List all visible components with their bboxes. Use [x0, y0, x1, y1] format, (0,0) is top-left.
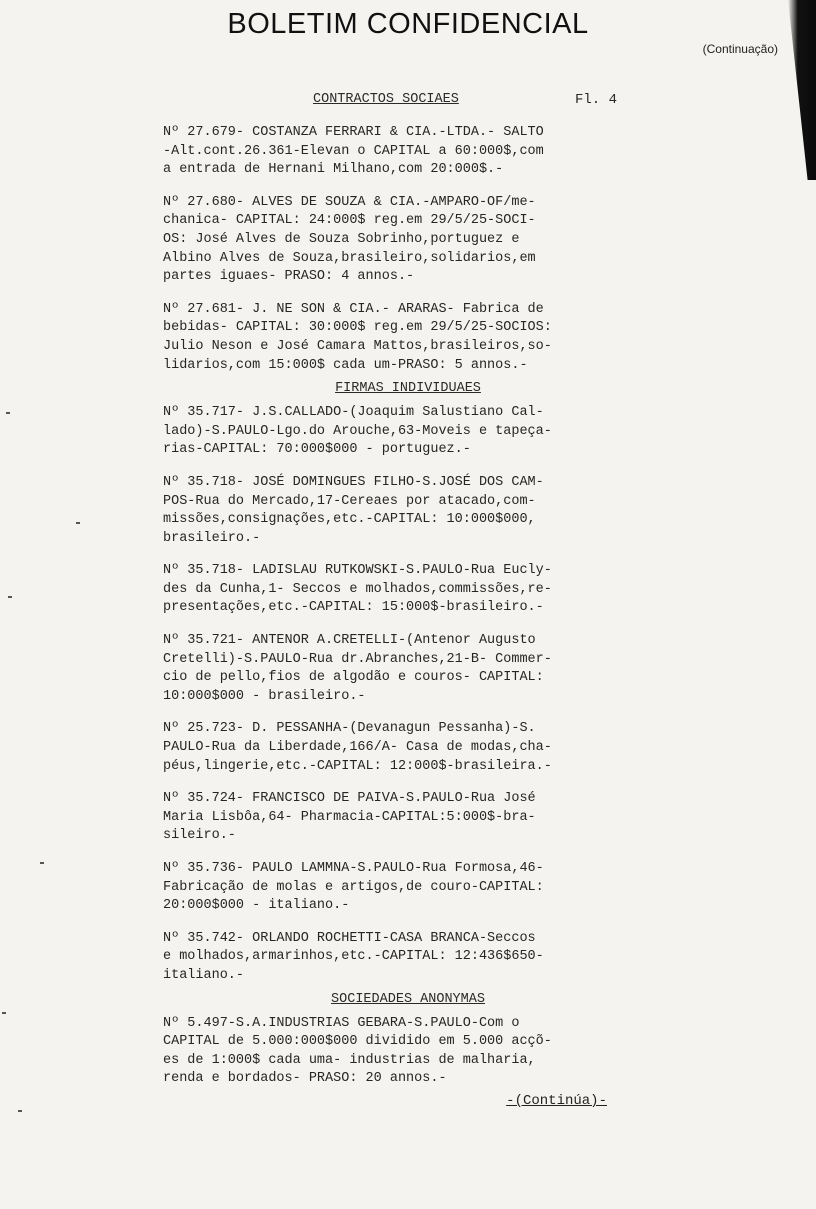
- continues-marker: [163, 1093, 653, 1109]
- contracts-heading-row: [163, 92, 653, 118]
- registry-entry: Nº 27.680- ALVES DE SOUZA & CIA.-AMPARO-OF/me- chanica- CAPITAL: 24:000$ reg.em 29/5/25-SOCI- OS: José Alves de Souza Sobrinho,portuguez e Albino Alves de Souza,brasileiro,solidarios,em partes iguaes- PRASO: 4 annos.-: [163, 194, 536, 285]
- scan-speck: [6, 412, 10, 414]
- registry-entry: Nº 35.721- ANTENOR A.CRETELLI-(Antenor Augusto Cretelli)-S.PAULO-Rua dr.Abranches,21-B- Commer- cio de pello,fios de algodão e couros- CAPITAL: 10:000$000 - brasileiro.-: [163, 633, 552, 704]
- page-number: Fl. 4: [575, 92, 618, 108]
- scan-speck: [2, 1012, 6, 1014]
- registry-entry: Nº 35.718- JOSÉ DOMINGUES FILHO-S.JOSÉ DOS CAM- POS-Rua do Mercado,17-Cereaes por atacado,com- missões,consignações,etc.-CAPITAL: 10:000$000, brasileiro.-: [163, 474, 544, 546]
- scan-speck: [76, 522, 80, 524]
- registry-entry: Nº 35.717- J.S.CALLADO-(Joaquim Salustiano Cal- lado)-S.PAULO-Lgo.do Arouche,63-Moveis e tapeça- rias-CAPITAL: 70:000$000 - portuguez.-: [163, 405, 552, 458]
- continuation-label: (Continuação): [702, 42, 778, 56]
- registry-entry: Nº 27.679- COSTANZA FERRARI & CIA.-LTDA.- SALTO -Alt.cont.26.361-Elevan o CAPITAL a 60:000$,com a entrada de Hernani Milhano,com 20:000$.-: [163, 125, 544, 178]
- document-body: [163, 92, 653, 1109]
- registry-entry: Nº 35.736- PAULO LAMMNA-S.PAULO-Rua Formosa,46- Fabricação de molas e artigos,de couro-CAPITAL: 20:000$000 - italiano.-: [163, 861, 544, 914]
- bulletin-title: BOLETIM CONFIDENCIAL: [227, 8, 589, 40]
- registry-entry: Nº 35.742- ORLANDO ROCHETTI-CASA BRANCA-Seccos e molhados,armarinhos,etc.-CAPITAL: 12:436$650- italiano.-: [163, 930, 544, 983]
- scan-speck: [8, 596, 12, 598]
- registry-entry: Nº 25.723- D. PESSANHA-(Devanagun Pessanha)-S. PAULO-Rua da Liberdade,166/A- Casa de modas,cha- péus,lingerie,etc.-CAPITAL: 12:000$-brasileira.-: [163, 721, 552, 774]
- continues-text: -(Continúa)-: [506, 1092, 607, 1109]
- scan-speck: [18, 1110, 22, 1112]
- registry-entry: Nº 35.718- LADISLAU RUTKOWSKI-S.PAULO-Rua Eucly- des da Cunha,1- Seccos e molhados,commissões,re- presentações,etc.-CAPITAL: 15:000$-brasileiro.-: [163, 563, 552, 616]
- scan-speck: [40, 862, 44, 864]
- section-heading-firmas: FIRMAS INDIVIDUAES: [335, 381, 481, 397]
- registry-entry: Nº 5.497-S.A.INDUSTRIAS GEBARA-S.PAULO-Com o CAPITAL de 5.000:000$000 dividido em 5.000 acçõ- es de 1:000$ cada uma- industrias de malharia, renda e bordados- PRASO: 20 annos.-: [163, 1015, 552, 1087]
- section-heading-sociedades: SOCIEDADES ANONYMAS: [331, 991, 485, 1007]
- registry-entry: Nº 27.681- J. NE SON & CIA.- ARARAS- Fabrica de bebidas- CAPITAL: 30:000$ reg.em 29/5/25-SOCIOS: Julio Neson e José Camara Mattos,brasileiros,so- lidarios,com 15:000$ cada um-PRASO: 5 annos.-: [163, 301, 552, 373]
- registry-entry: Nº 35.724- FRANCISCO DE PAIVA-S.PAULO-Rua José Maria Lisbôa,64- Pharmacia-CAPITAL:5:000$-bra- sileiro.-: [163, 791, 536, 844]
- section-heading-contratos: CONTRACTOS SOCIAES: [313, 92, 459, 107]
